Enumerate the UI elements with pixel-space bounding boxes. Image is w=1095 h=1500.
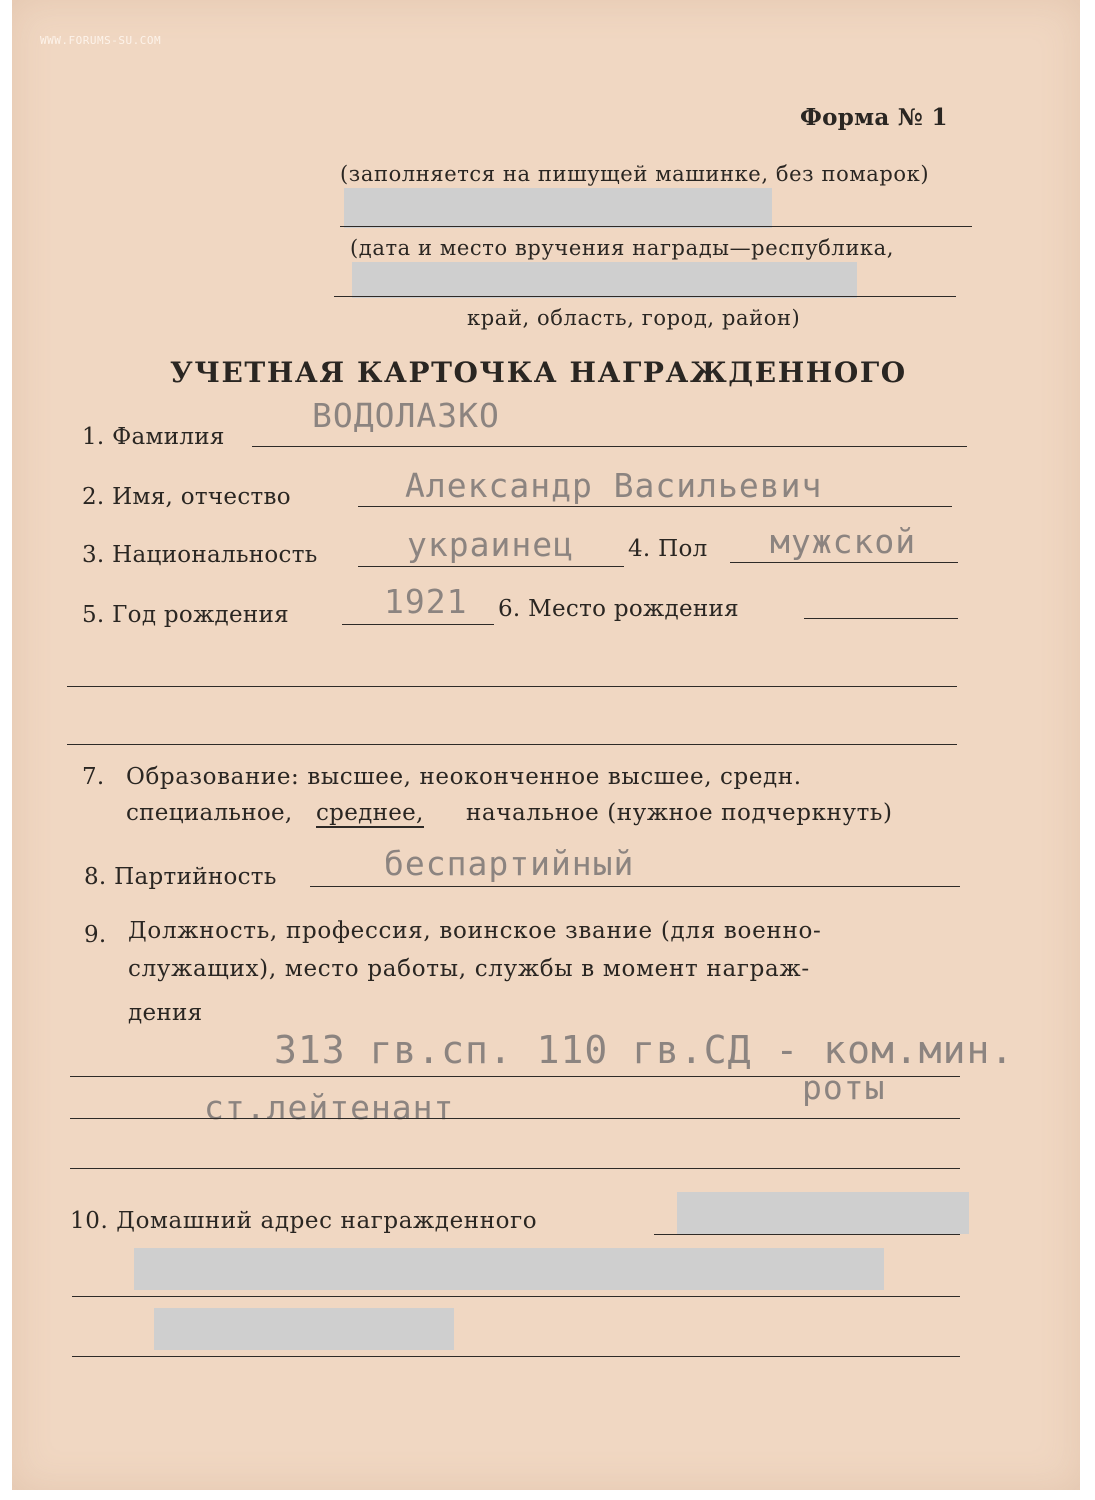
name-line (358, 506, 952, 507)
education-number: 7. (82, 764, 105, 790)
education-selected: среднее, (316, 800, 424, 826)
nationality-label: 3. Национальность (82, 542, 318, 568)
position-value-rank: ст.лейтенант (204, 1088, 455, 1127)
birth-year-value: 1921 (384, 582, 468, 621)
party-line (310, 886, 960, 887)
award-place-line (334, 296, 956, 297)
position-caption-3: дения (128, 1000, 203, 1026)
education-options-2b: начальное (нужное подчеркнуть) (466, 800, 893, 826)
name-label: 2. Имя, отчество (82, 484, 291, 510)
education-options-1: Образование: высшее, неоконченное высшее, средн. (126, 764, 802, 790)
address-line-1 (654, 1234, 960, 1235)
birth-place-line-3 (67, 744, 957, 745)
party-value: беспартийный (384, 844, 635, 883)
redacted-address-3 (154, 1308, 454, 1350)
position-value-company: роты (802, 1068, 886, 1107)
redacted-address-2 (134, 1248, 884, 1290)
birth-year-line (342, 624, 494, 625)
position-line-3 (70, 1168, 960, 1169)
address-line-3 (72, 1356, 960, 1357)
watermark: WWW.FORUMS-SU.COM (40, 34, 162, 47)
form-number: Форма № 1 (800, 104, 948, 131)
redacted-address-1 (677, 1192, 969, 1234)
redacted-award-date (344, 188, 772, 228)
surname-value: ВОДОЛАЗКО (312, 396, 500, 435)
position-number: 9. (84, 922, 107, 948)
position-caption-1: Должность, профессия, воинское звание (для военно- (128, 918, 822, 944)
birth-place-line (804, 618, 958, 619)
redacted-award-place (352, 262, 857, 298)
fill-instruction: (заполняется на пишущей машинке, без помарок) (340, 162, 930, 186)
birth-year-label: 5. Год рождения (82, 602, 289, 628)
birth-place-label: 6. Место рождения (498, 596, 739, 622)
address-line-2 (72, 1296, 960, 1297)
birth-place-line-2 (67, 686, 957, 687)
address-label: 10. Домашний адрес награжденного (70, 1208, 538, 1234)
surname-label: 1. Фамилия (82, 424, 225, 450)
award-place-caption-2: край, область, город, район) (467, 306, 801, 330)
sex-label: 4. Пол (628, 536, 708, 562)
party-label: 8. Партийность (84, 864, 277, 890)
nationality-line (358, 566, 624, 567)
name-value: Александр Васильевич (405, 466, 823, 505)
nationality-value: украинец (407, 525, 574, 564)
surname-line (252, 446, 967, 447)
award-place-caption-1: (дата и место вручения награды—республика, (350, 236, 895, 260)
position-line-2 (70, 1118, 960, 1119)
education-options-2a: специальное, (126, 800, 293, 826)
sex-value: мужской (770, 522, 917, 561)
card-title: УЧЕТНАЯ КАРТОЧКА НАГРАЖДЕННОГО (170, 356, 907, 389)
position-caption-2: служащих), место работы, службы в момент награж- (128, 956, 810, 982)
position-value-unit: 313 гв.сп. 110 гв.СД - ком.мин. (274, 1028, 1015, 1072)
award-date-line (340, 226, 972, 227)
award-record-card (12, 0, 1080, 1490)
sex-line (730, 562, 958, 563)
